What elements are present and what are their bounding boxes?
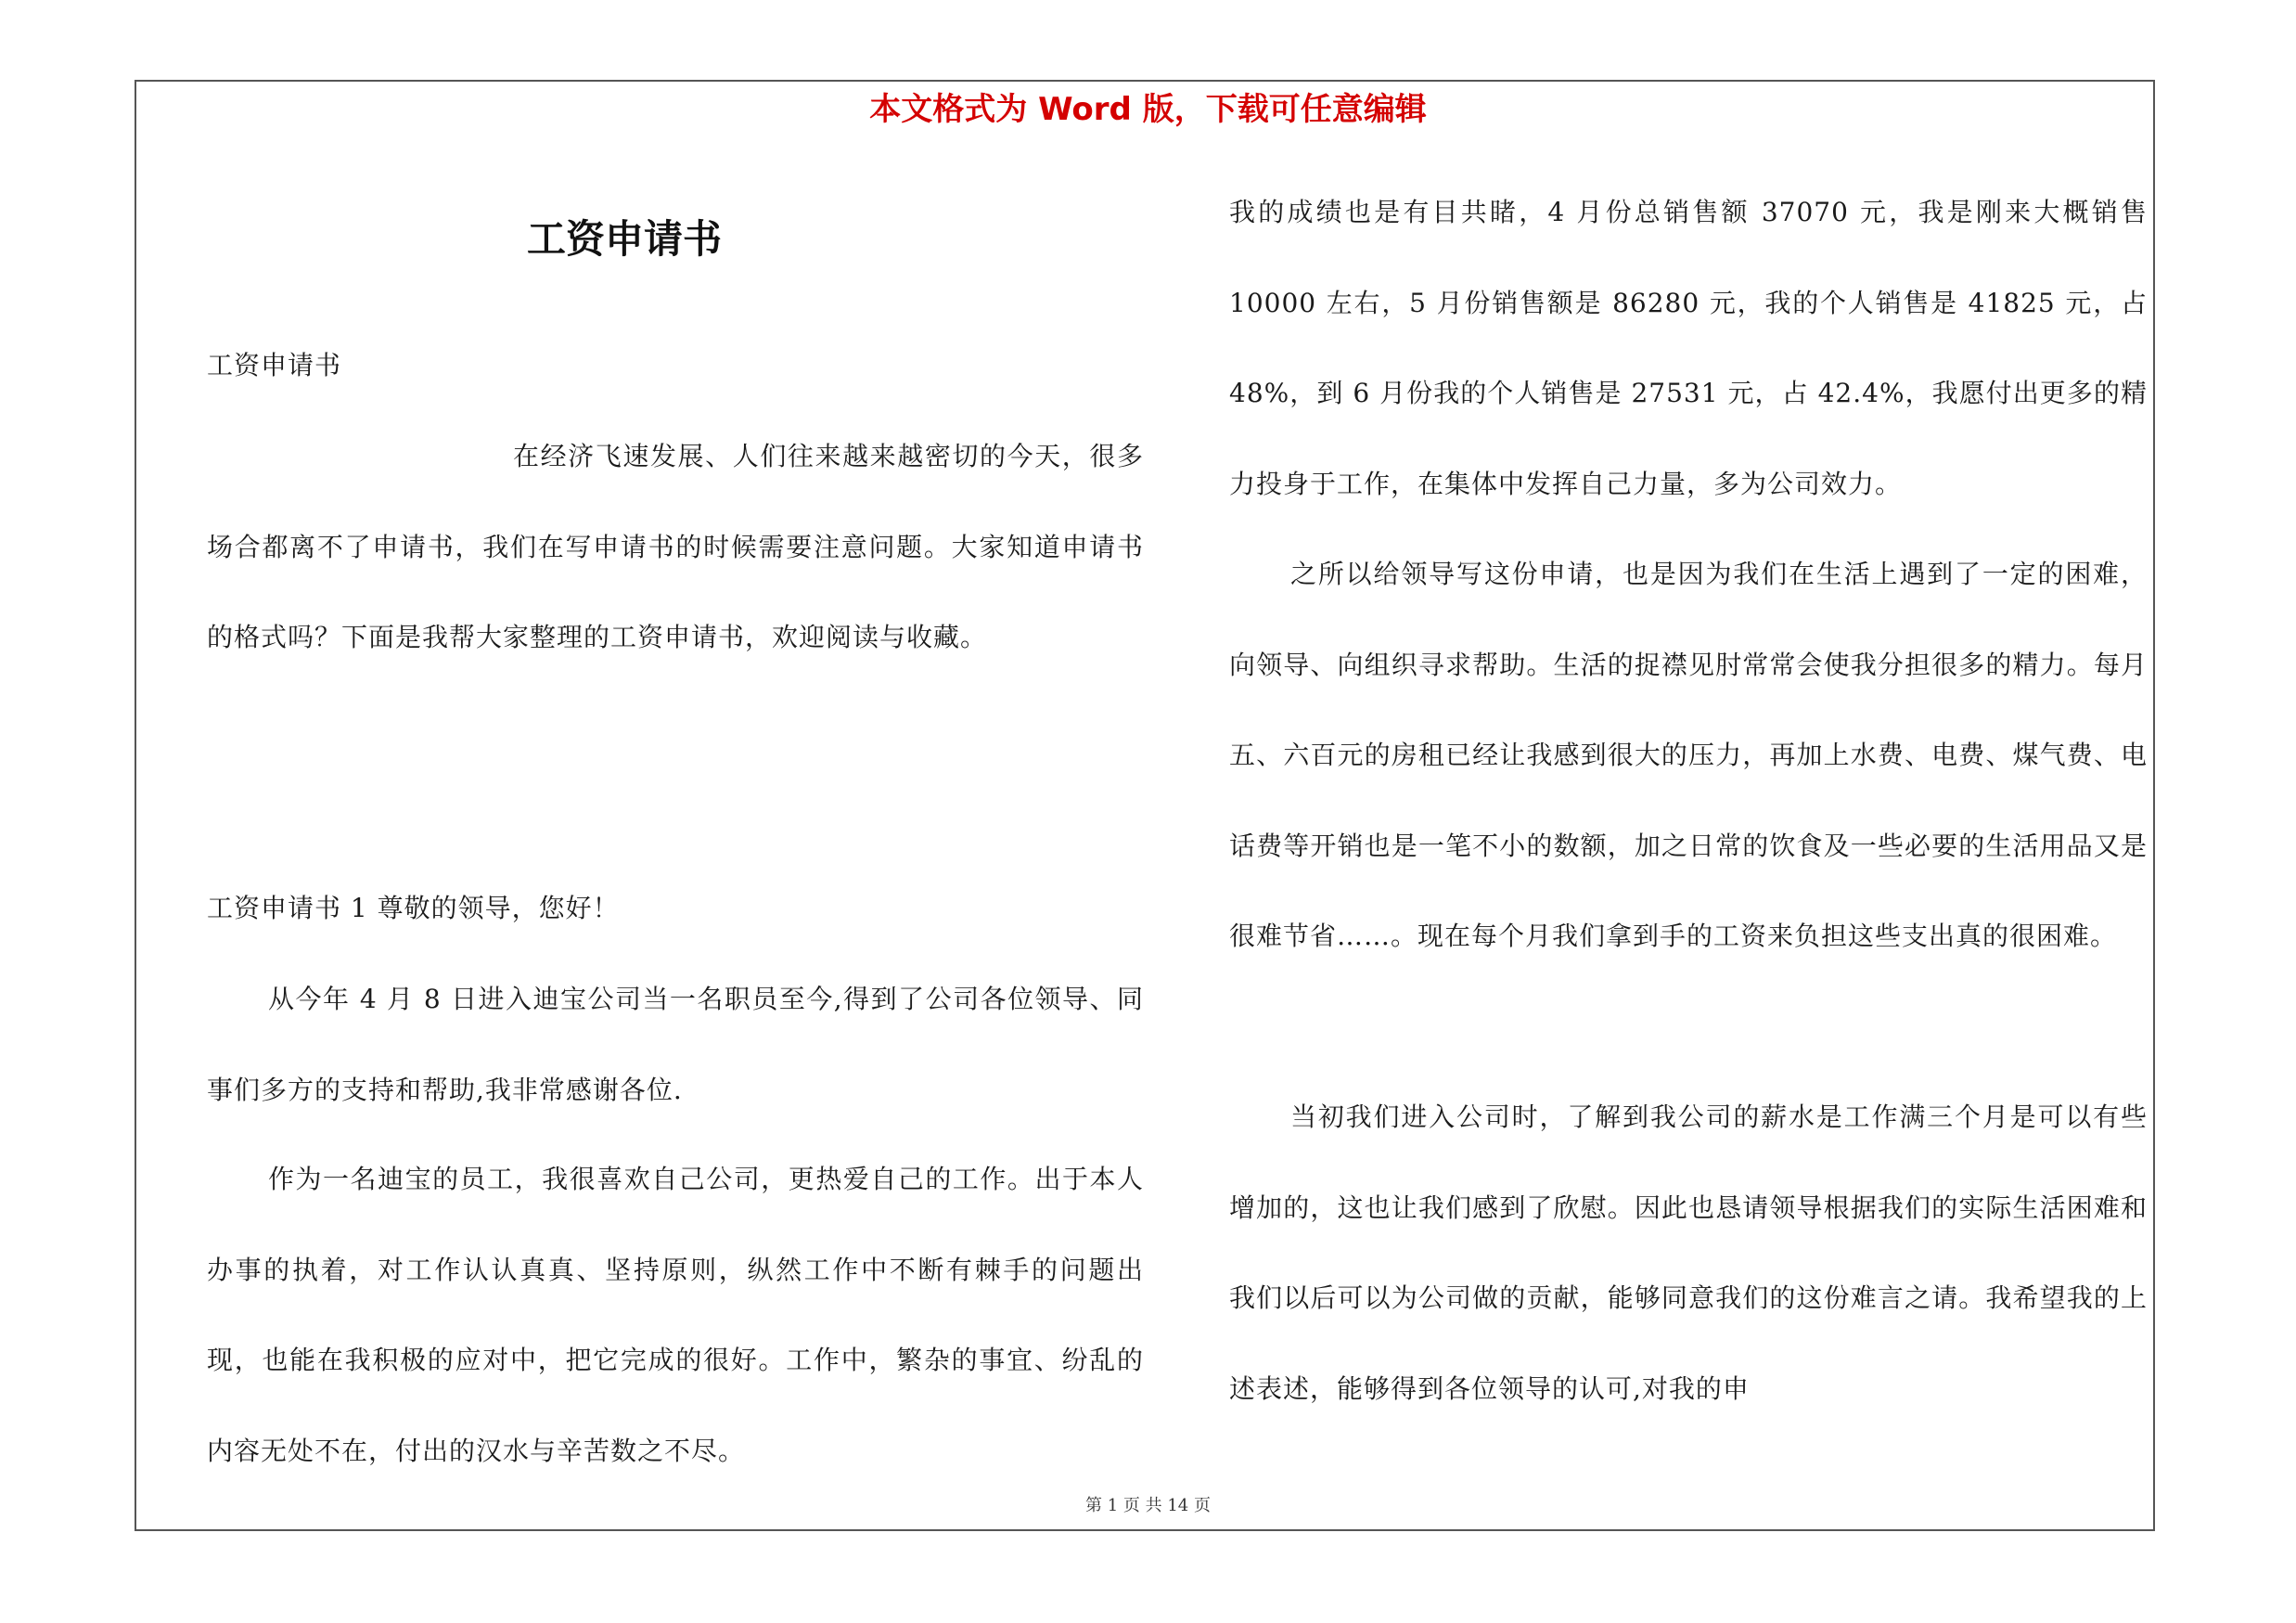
paragraph bbox=[1229, 1072, 2148, 1434]
paragraph bbox=[1229, 529, 2148, 982]
page-number: 第 1 页 共 14 页 bbox=[1085, 1496, 1211, 1515]
paragraph bbox=[207, 320, 1144, 411]
paragraph-text: 从今年 4 月 8 日进入迪宝公司当一名职员至今,得到了公司各位领导、同事们多方的支持和帮助,我非常感谢各位. bbox=[207, 984, 1144, 1105]
paragraph-text: 我的成绩也是有目共睹，4 月份总销售额 37070 元，我是刚来大概销售 10000 左右，5 月份销售额是 86280 元，我的个人销售是 41825 元，占 48%，到 6 月份我的个人销售是 27531 元，占 42.4%，我愿付出更多的精力投身于工作，在集体中发挥自己力量，多为公司效力。 bbox=[1229, 197, 2148, 499]
format-banner: 本文格式为 Word 版，下载可任意编辑 bbox=[869, 91, 1427, 128]
paragraph bbox=[207, 863, 1144, 954]
paragraph bbox=[207, 411, 1144, 683]
document-title: 工资申请书 bbox=[526, 216, 722, 262]
paragraph-text: 工资申请书 1 尊敬的领导，您好！ bbox=[207, 893, 620, 923]
paragraph-text: 之所以给领导写这份申请，也是因为我们在生活上遇到了一定的困难，向领导、向组织寻求帮助。生活的捉襟见肘常常会使我分担很多的精力。每月五、六百元的房租已经让我感到很大的压力，再加上水费、电费、煤气费、电话费等开销也是一笔不小的数额，加之日常的饮食及一些必要的生活用品又是很难节省……。现在每个月我们拿到手的工资来负担这些支出真的很困难。 bbox=[1229, 559, 2148, 951]
paragraph-text: 作为一名迪宝的员工，我很喜欢自己公司，更热爱自己的工作。出于本人办事的执着，对工作认认真真、坚持原则，纵然工作中不断有棘手的问题出现，也能在我积极的应对中，把它完成的很好。工作中，繁杂的事宜、纷乱的内容无处不在，付出的汉水与辛苦数之不尽。 bbox=[207, 1164, 1144, 1466]
paragraph-text: 在经济飞速发展、人们往来越来越密切的今天，很多场合都离不了申请书，我们在写申请书的时候需要注意问题。大家知道申请书的格式吗？下面是我帮大家整理的工资申请书，欢迎阅读与收藏。 bbox=[207, 441, 1144, 652]
paragraph bbox=[1229, 167, 2148, 529]
paragraph bbox=[207, 954, 1144, 1135]
paragraph-text: 当初我们进入公司时，了解到我公司的薪水是工作满三个月是可以有些增加的，这也让我们感到了欣慰。因此也恳请领导根据我们的实际生活困难和我们以后可以为公司做的贡献，能够同意我们的这份难言之请。我希望我的上述表述，能够得到各位领导的认可,对我的申 bbox=[1229, 1101, 2148, 1404]
paragraph-text: 工资申请书 bbox=[207, 350, 342, 380]
paragraph bbox=[207, 1134, 1144, 1496]
